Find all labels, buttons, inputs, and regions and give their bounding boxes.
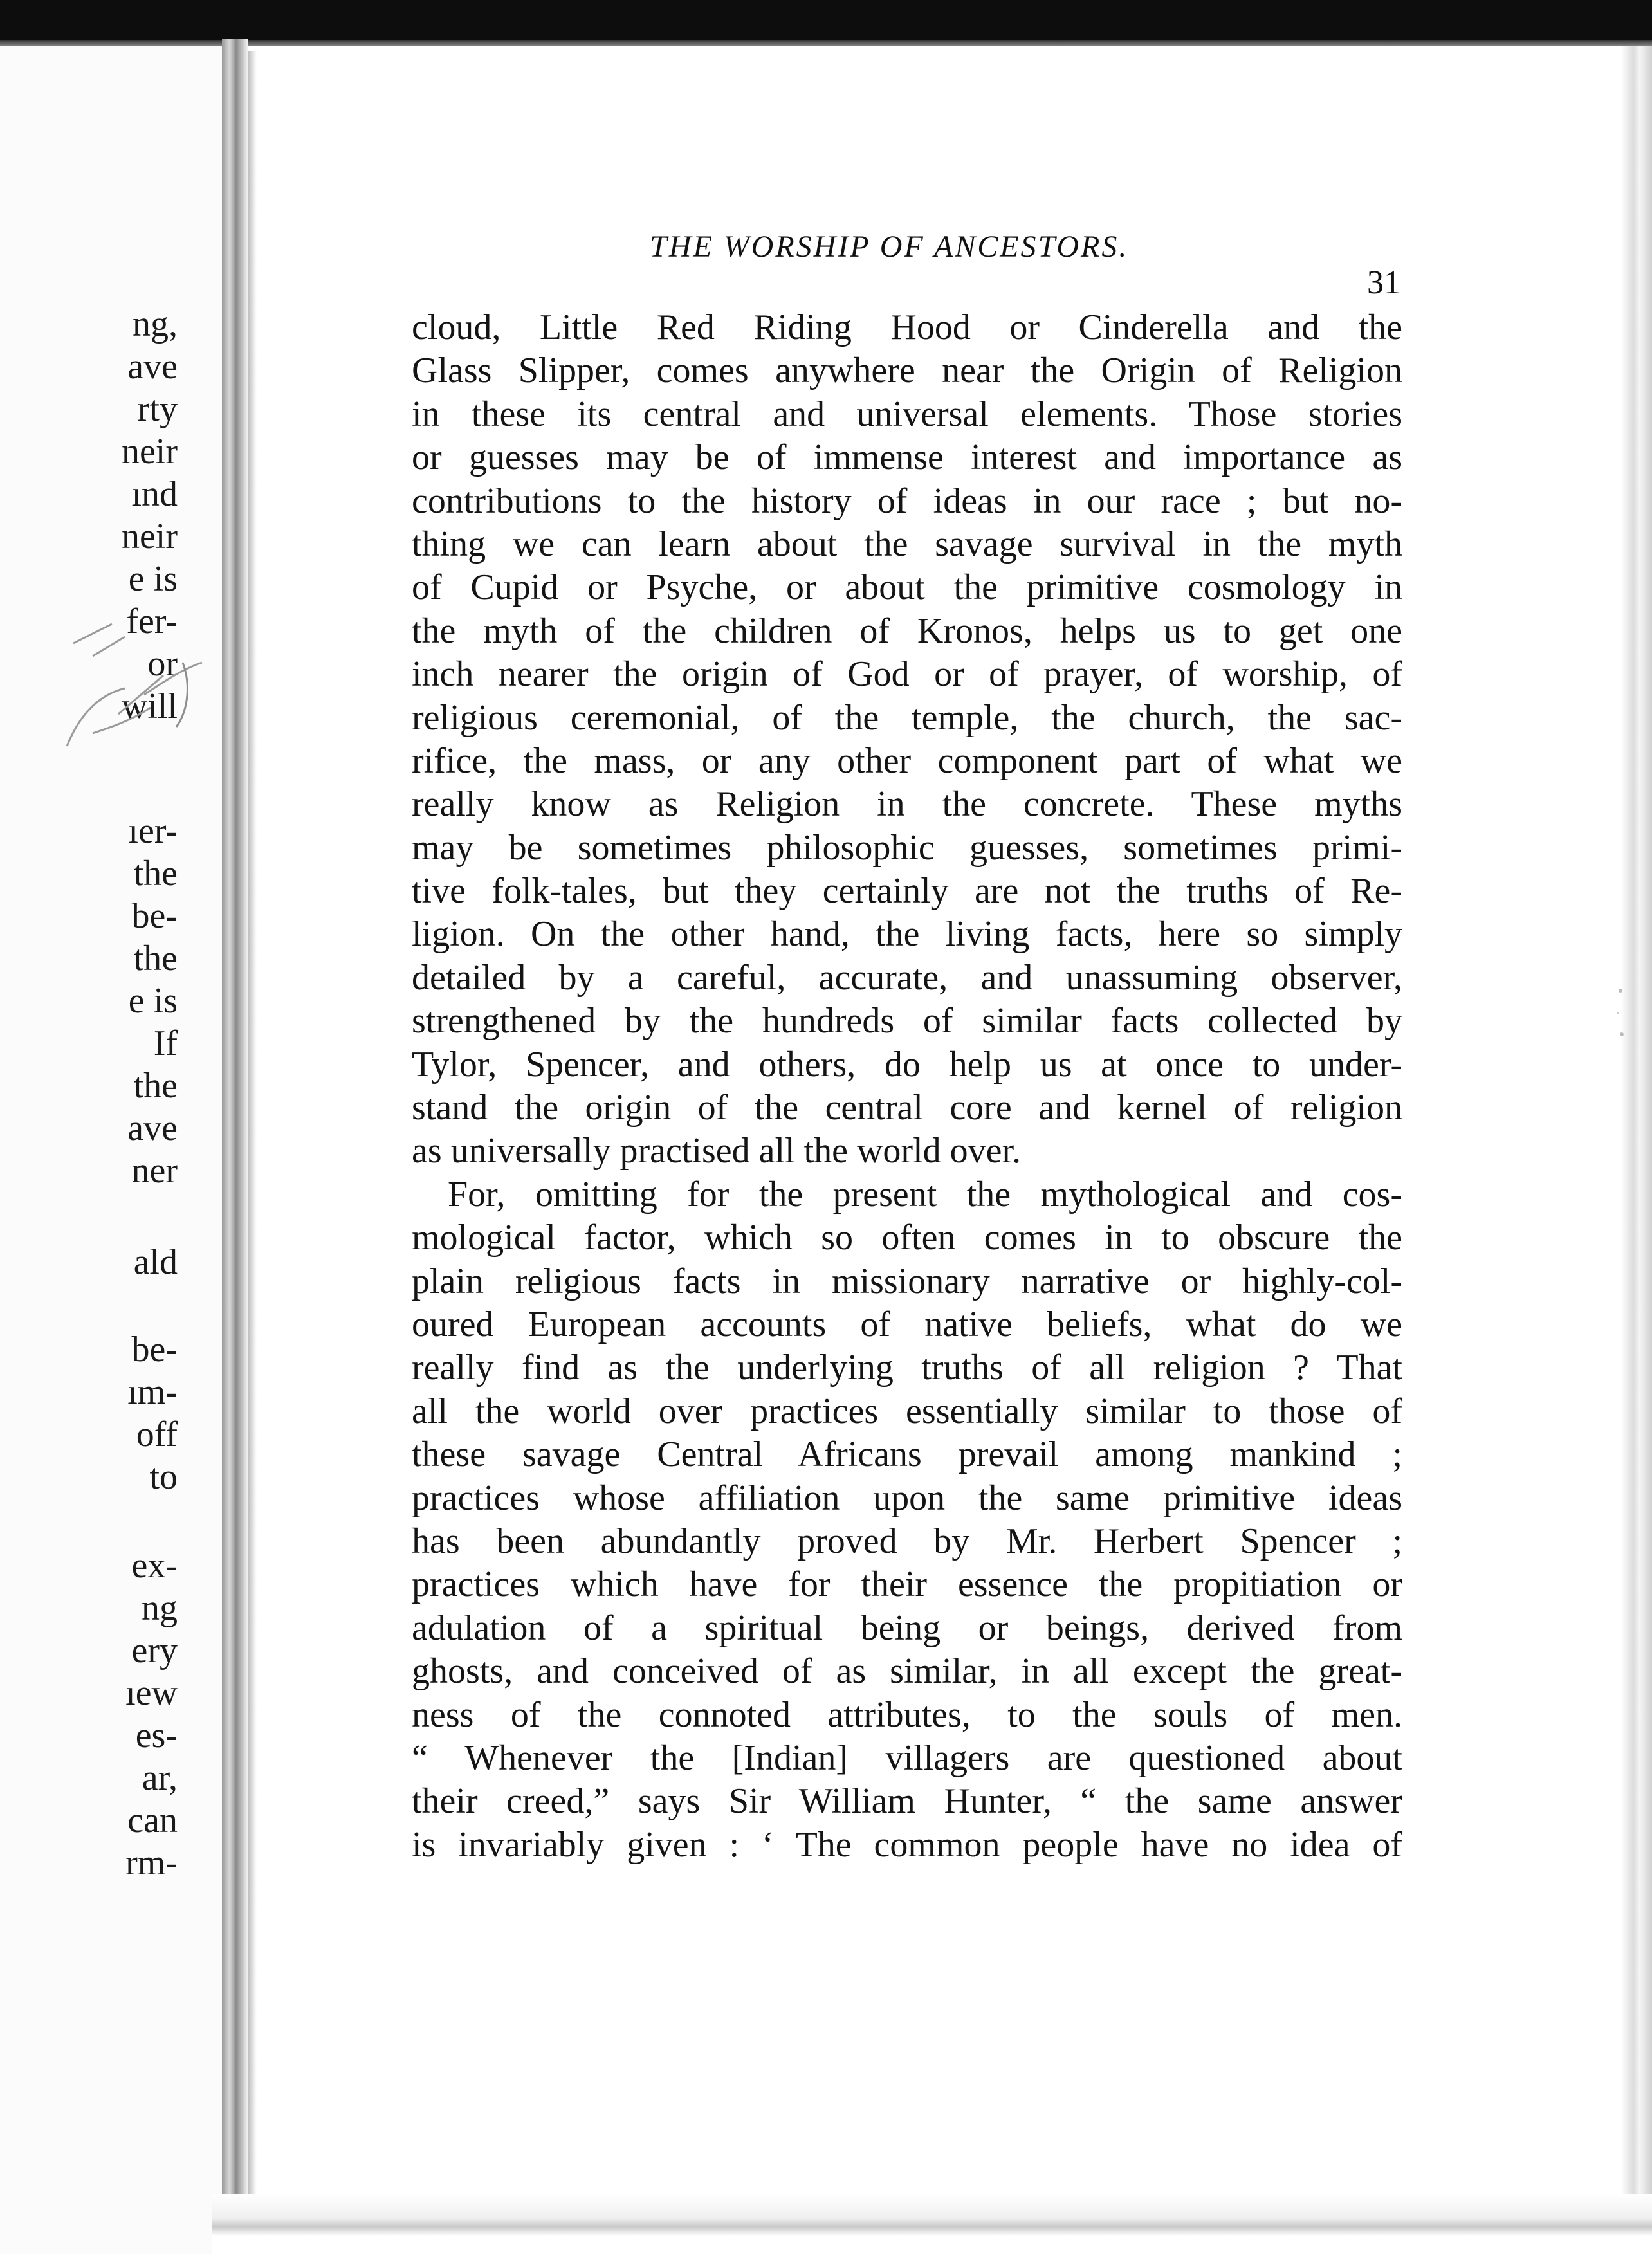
text-line: ligion. On the other hand, the living facts, here so simply xyxy=(412,914,1402,955)
text-line: stand the origin of the central core and kernel of religion xyxy=(412,1088,1402,1128)
running-head: THE WORSHIP OF ANCESTORS. xyxy=(650,230,1129,264)
text-line: inch nearer the origin of God or of prayer, of worship, of xyxy=(412,654,1402,695)
left-fragment: the xyxy=(133,939,178,978)
page-number: 31 xyxy=(1367,264,1400,301)
text-line: contributions to the history of ideas in our race ; but no- xyxy=(412,481,1402,521)
left-fragment: e is xyxy=(128,981,178,1021)
left-fragment: ınd xyxy=(131,474,178,514)
text-line: detailed by a careful, accurate, and unassuming observer, xyxy=(412,957,1402,998)
body-text xyxy=(412,306,1402,1867)
text-line: For, omitting for the present the mythological and cos- xyxy=(448,1174,1402,1214)
left-fragment: to xyxy=(149,1457,178,1497)
text-line: thing we can learn about the savage survival in the myth xyxy=(412,524,1402,564)
text-line: ness of the connoted attributes, to the souls of men. xyxy=(412,1694,1402,1735)
left-fragment: ald xyxy=(133,1242,178,1282)
left-fragment: will xyxy=(121,686,178,726)
scan-specks xyxy=(1611,978,1631,1049)
left-fragment: ım- xyxy=(127,1372,178,1412)
text-line: all the world over practices essentially similar to those of xyxy=(412,1391,1402,1431)
left-fragment: be- xyxy=(131,896,178,936)
text-line: may be sometimes philosophic guesses, sometimes primi- xyxy=(412,827,1402,868)
text-line: the myth of the children of Kronos, helps us to get one xyxy=(412,610,1402,651)
left-fragment: rty xyxy=(137,389,178,429)
text-line: practices whose affiliation upon the same primitive ideas xyxy=(412,1478,1402,1518)
text-line: Tylor, Spencer, and others, do help us at once to under- xyxy=(412,1044,1402,1085)
left-fragment: ex- xyxy=(131,1546,178,1586)
text-line: as universally practised all the world over. xyxy=(412,1131,1022,1171)
scanner-top-edge xyxy=(0,0,1652,46)
left-fragment: ng xyxy=(142,1588,178,1628)
left-page-fragments xyxy=(0,0,232,2254)
left-fragment: ave xyxy=(127,1108,178,1148)
text-line: religious ceremonial, of the temple, the church, the sac- xyxy=(412,697,1402,738)
gutter-shadow xyxy=(248,51,257,2254)
text-line: adulation of a spiritual being or beings, derived from xyxy=(412,1608,1402,1648)
text-line: really find as the underlying truths of all religion ? That xyxy=(412,1348,1402,1388)
text-line: oured European accounts of native beliefs, what do we xyxy=(412,1304,1402,1344)
left-fragment: or xyxy=(147,644,178,684)
text-line: mological factor, which so often comes in to obscure the xyxy=(412,1218,1402,1258)
page-bottom-edge xyxy=(212,2194,1652,2254)
text-line: tive folk-tales, but they certainly are not the truths of Re- xyxy=(412,871,1402,912)
left-fragment: ng, xyxy=(133,304,178,344)
left-fragment: fer- xyxy=(126,601,178,641)
text-line: their creed,” says Sir William Hunter, “ the same answer xyxy=(412,1781,1402,1822)
text-line: of Cupid or Psyche, or about the primitive cosmology in xyxy=(412,567,1402,608)
text-line: in these its central and universal elements. Those stories xyxy=(412,394,1402,434)
text-line: Glass Slipper, comes anywhere near the Origin of Religion xyxy=(412,351,1402,391)
left-fragment: ery xyxy=(131,1631,178,1671)
text-line: ghosts, and conceived of as similar, in all except the great- xyxy=(412,1651,1402,1692)
left-fragment: be- xyxy=(131,1330,178,1370)
text-line: these savage Central Africans prevail among mankind ; xyxy=(412,1434,1402,1475)
text-line: has been abundantly proved by Mr. Herbert Spencer ; xyxy=(412,1521,1402,1561)
left-fragment: rm- xyxy=(125,1843,178,1883)
text-line: or guesses may be of immense interest and importance as xyxy=(412,437,1402,478)
text-line: “ Whenever the [Indian] villagers are questioned about xyxy=(412,1737,1402,1778)
text-line: really know as Religion in the concrete. These myths xyxy=(412,784,1402,825)
left-fragment: ıew xyxy=(125,1673,178,1713)
left-fragment: neir xyxy=(121,517,178,556)
left-fragment: If xyxy=(153,1023,178,1063)
text-line: is invariably given : ‘ The common people have no idea of xyxy=(412,1824,1402,1865)
text-line: plain religious facts in missionary narrative or highly-col- xyxy=(412,1261,1402,1301)
left-fragment: the xyxy=(133,1066,178,1106)
page-right-edge xyxy=(1621,46,1652,2254)
pencil-annotation xyxy=(54,618,215,811)
text-line: rifice, the mass, or any other component part of what we xyxy=(412,740,1402,781)
text-line: practices which have for their essence the propitiation or xyxy=(412,1564,1402,1605)
left-fragment: es- xyxy=(135,1716,178,1755)
left-fragment: off xyxy=(136,1415,178,1454)
left-fragment: neir xyxy=(121,432,178,472)
text-line: cloud, Little Red Riding Hood or Cinderella and the xyxy=(412,307,1402,347)
left-fragment: ave xyxy=(127,347,178,387)
text-line: strengthened by the hundreds of similar facts collected by xyxy=(412,1001,1402,1041)
left-fragment: ner xyxy=(131,1151,178,1191)
left-fragment: the xyxy=(133,854,178,893)
left-fragment: e is xyxy=(128,559,178,599)
left-fragment: ıer- xyxy=(128,811,178,851)
left-fragment: ar, xyxy=(142,1758,178,1798)
left-fragment: can xyxy=(127,1800,178,1840)
